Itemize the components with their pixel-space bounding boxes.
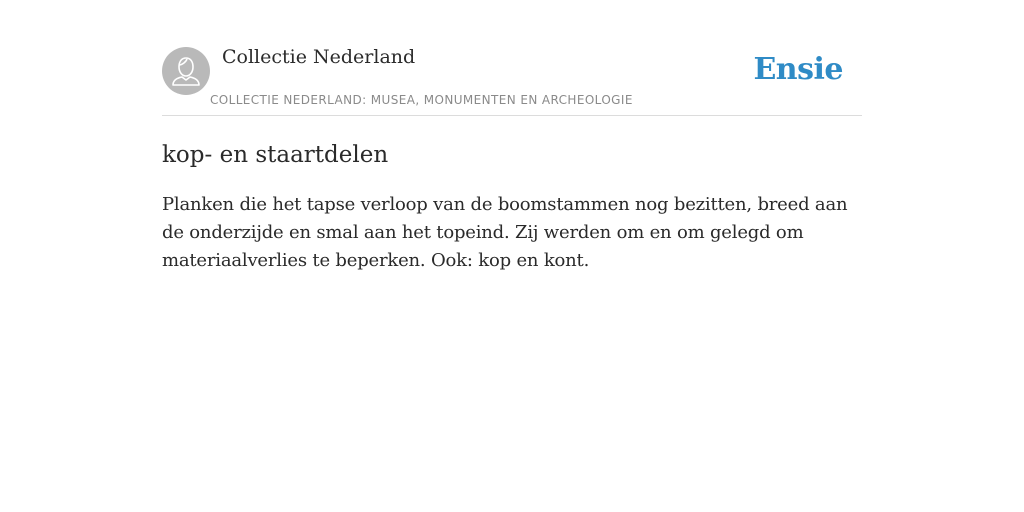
entry-definition: Planken die het tapse verloop van de boomstammen nog bezitten, breed aan de onderzijde en smal aan het topeind. Zij werden om en om gelegd om materiaalverlies te beperken. Ook: kop en kont. [162,194,848,271]
entry-term: kop- en staartdelen [162,142,389,168]
author-name[interactable]: Collectie Nederland [222,46,416,68]
brand-logo[interactable]: Ensie [753,52,843,87]
user-silhouette-icon [162,47,210,95]
author-avatar[interactable] [162,47,210,95]
entry-header [162,44,862,116]
source-label[interactable]: COLLECTIE NEDERLAND: MUSEA, MONUMENTEN EN ARCHEOLOGIE [210,93,633,107]
entry-card [162,44,862,275]
